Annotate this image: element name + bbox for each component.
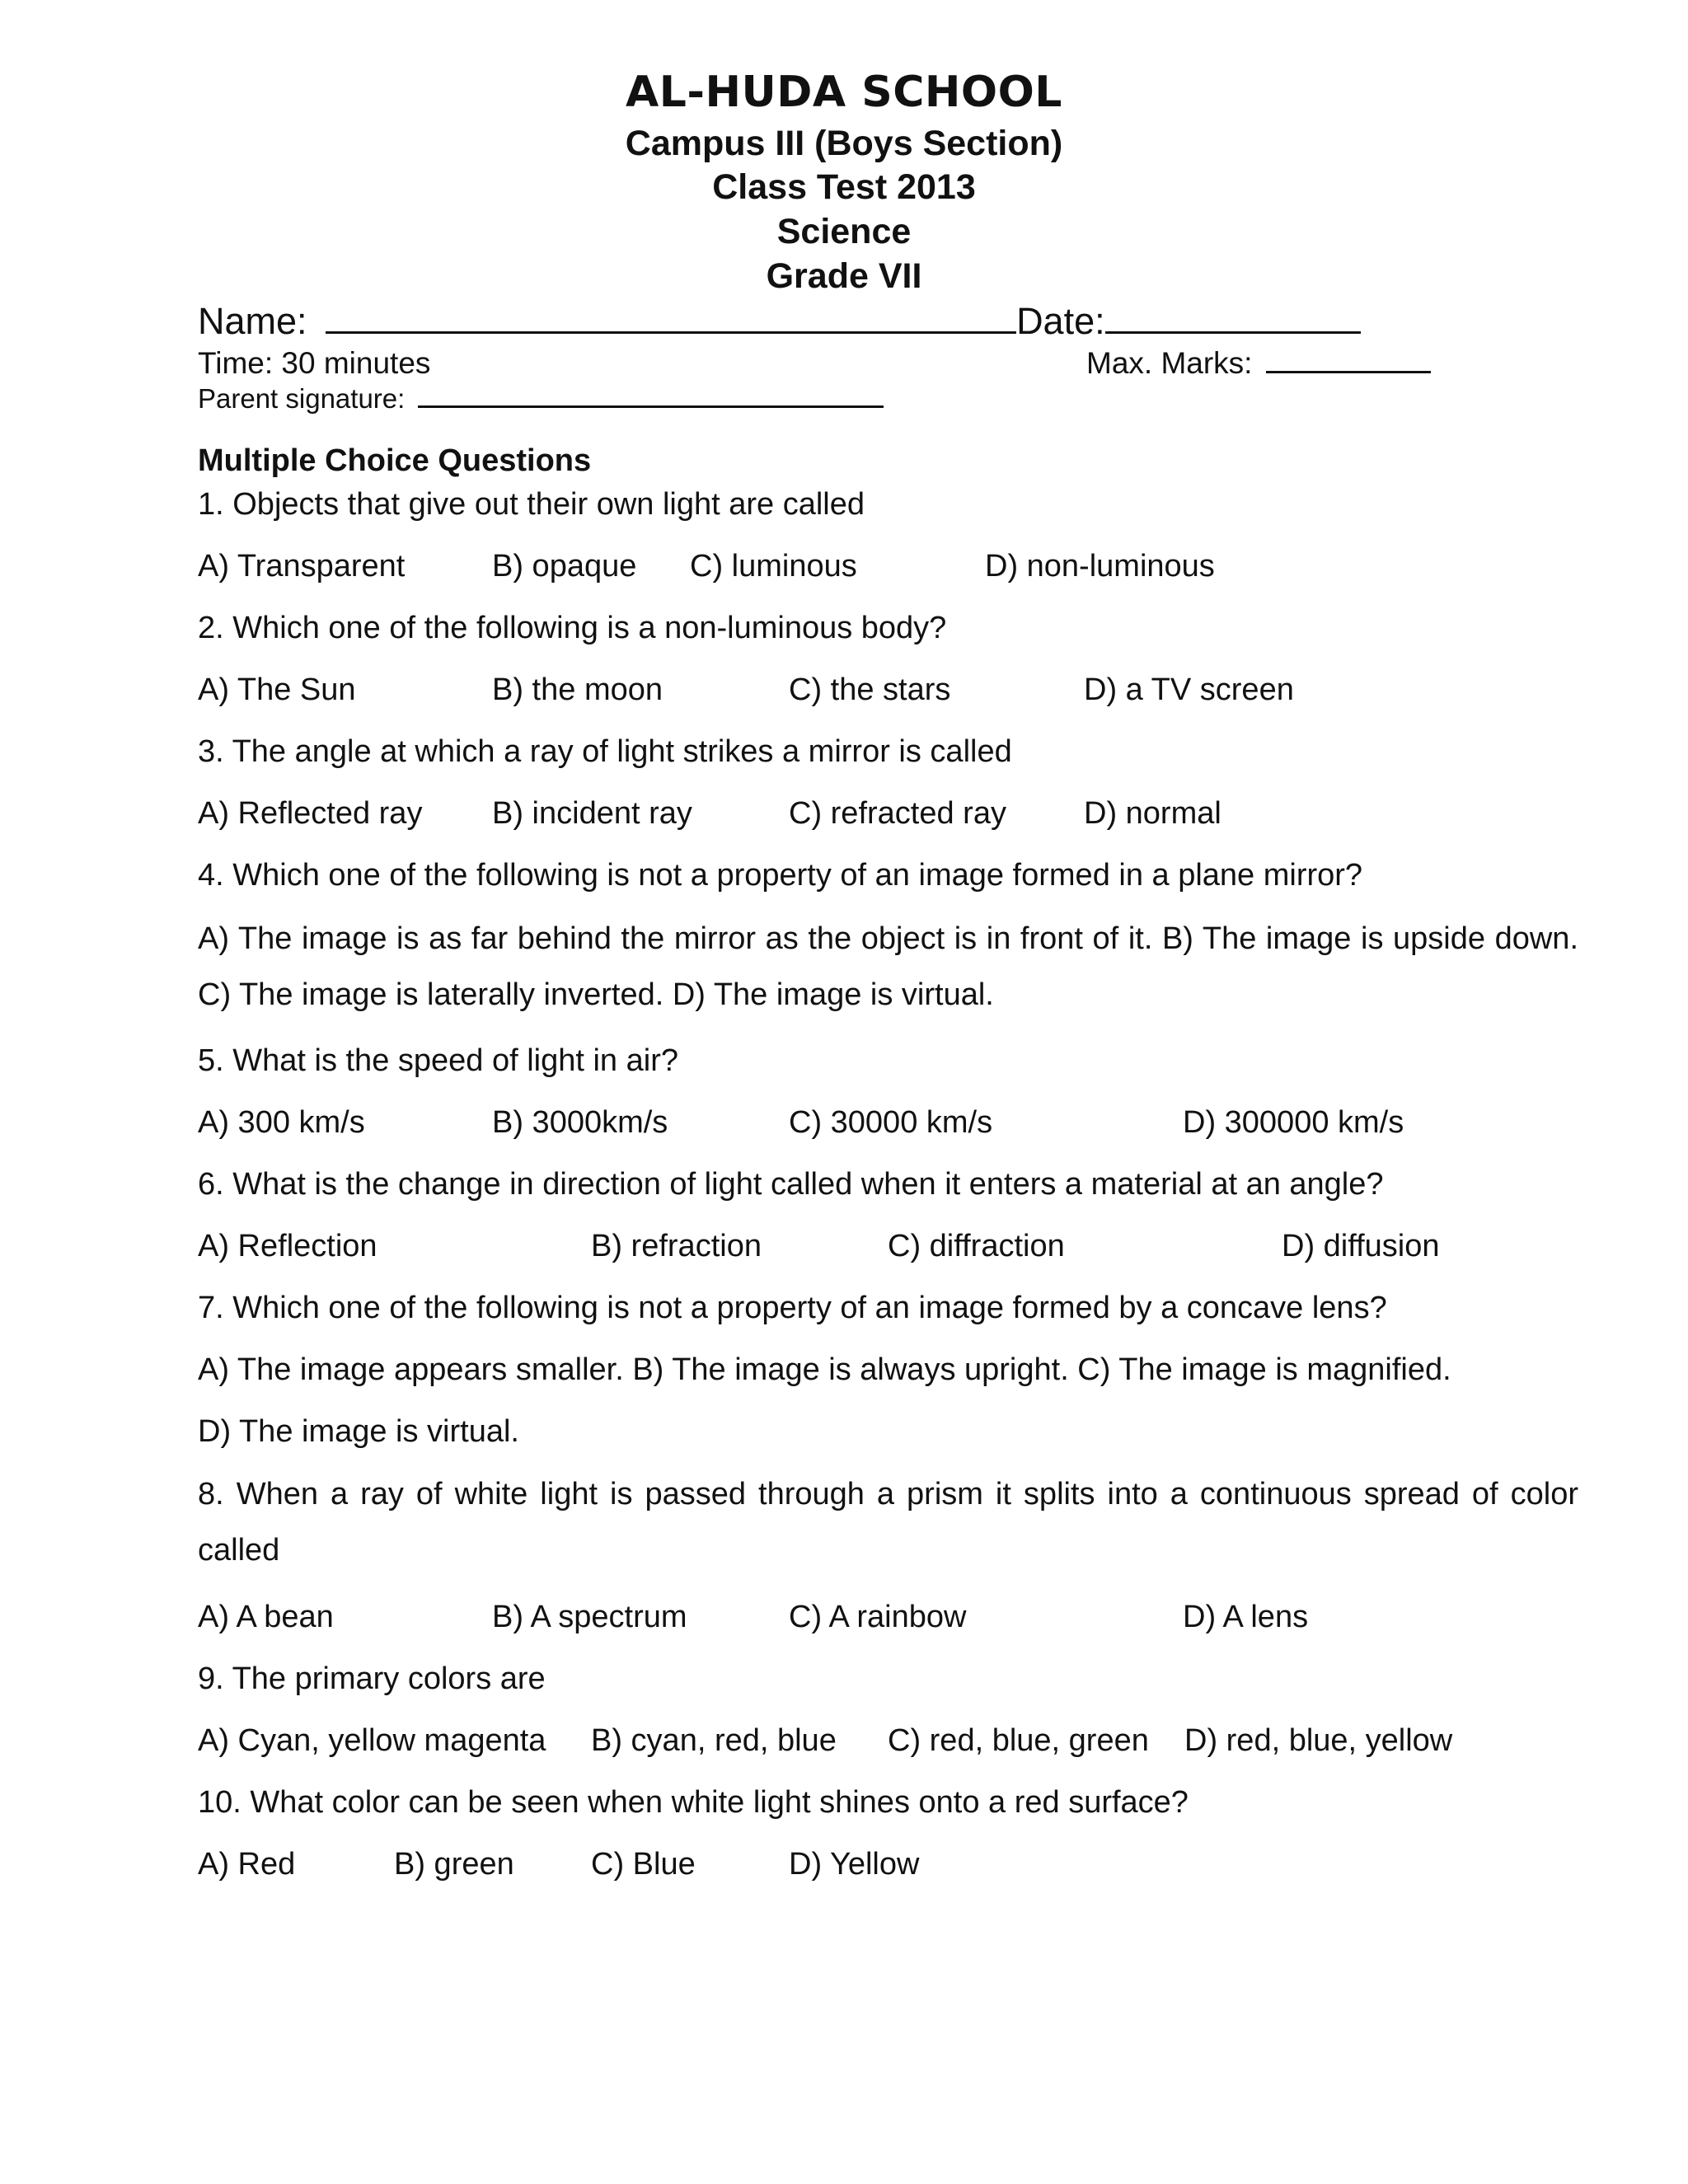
question-1: 1. Objects that give out their own light are called xyxy=(198,487,865,522)
subject-title: Science xyxy=(776,212,912,251)
q10-option-d[interactable]: D) Yellow xyxy=(789,1847,920,1882)
q6-option-b[interactable]: B) refraction xyxy=(591,1229,762,1263)
name-date-row xyxy=(198,300,1361,343)
q10-option-c[interactable]: C) Blue xyxy=(591,1847,696,1882)
school-name: AL-HUDA SCHOOL xyxy=(626,68,1062,117)
q9-option-c[interactable]: C) red, blue, green xyxy=(888,1723,1149,1758)
q9-option-a[interactable]: A) Cyan, yellow magenta xyxy=(198,1723,546,1758)
q7-options-line-2[interactable]: D) The image is virtual. xyxy=(198,1414,519,1449)
max-marks-label: Max. Marks: xyxy=(1086,346,1253,380)
q2-option-c[interactable]: C) the stars xyxy=(789,673,951,707)
question-8: 8. When a ray of white light is passed through a prism it splits into a continuous spread of color called xyxy=(198,1477,1578,1568)
test-title: Class Test 2013 xyxy=(712,167,976,207)
q6-option-a[interactable]: A) Reflection xyxy=(198,1229,377,1263)
q8-option-b[interactable]: B) A spectrum xyxy=(492,1600,687,1634)
question-6: 6. What is the change in direction of light called when it enters a material at an angle? xyxy=(198,1167,1384,1202)
campus-title: Campus III (Boys Section) xyxy=(625,124,1063,163)
q5-option-a[interactable]: A) 300 km/s xyxy=(198,1105,365,1140)
q3-option-a[interactable]: A) Reflected ray xyxy=(198,796,423,831)
date-label: Date: xyxy=(1016,300,1105,342)
q3-option-c[interactable]: C) refracted ray xyxy=(789,796,1006,831)
question-10: 10. What color can be seen when white light shines onto a red surface? xyxy=(198,1785,1189,1820)
max-marks-blank[interactable] xyxy=(1266,346,1431,373)
q7-options-line-1[interactable]: A) The image appears smaller. B) The image is always upright. C) The image is magnified. xyxy=(198,1352,1451,1387)
q3-option-d[interactable]: D) normal xyxy=(1084,796,1221,831)
question-5: 5. What is the speed of light in air? xyxy=(198,1043,678,1078)
q1-option-c[interactable]: C) luminous xyxy=(690,549,857,583)
q9-option-b[interactable]: B) cyan, red, blue xyxy=(591,1723,837,1758)
question-9: 9. The primary colors are xyxy=(198,1661,546,1696)
section-title: Multiple Choice Questions xyxy=(198,443,592,478)
parent-signature-row xyxy=(198,383,884,415)
parent-signature-blank[interactable] xyxy=(418,384,884,408)
q2-option-d[interactable]: D) a TV screen xyxy=(1084,673,1294,707)
q1-option-b[interactable]: B) opaque xyxy=(492,549,637,583)
q4-options[interactable]: A) The image is as far behind the mirror as the object is in front of it. B) The image is upside down. C) The image is laterally inverted. D) The image is virtual. xyxy=(198,921,1578,1012)
q9-option-d[interactable]: D) red, blue, yellow xyxy=(1184,1723,1453,1758)
name-label: Name: xyxy=(198,300,307,342)
question-3: 3. The angle at which a ray of light strikes a mirror is called xyxy=(198,734,1012,769)
q6-option-d[interactable]: D) diffusion xyxy=(1282,1229,1440,1263)
q3-option-b[interactable]: B) incident ray xyxy=(492,796,692,831)
q2-option-b[interactable]: B) the moon xyxy=(492,673,663,707)
question-4: 4. Which one of the following is not a property of an image formed in a plane mirror? xyxy=(198,858,1363,893)
q8-option-d[interactable]: D) A lens xyxy=(1183,1600,1309,1634)
parent-signature-label: Parent signature: xyxy=(198,383,406,414)
q8-option-a[interactable]: A) A bean xyxy=(198,1600,334,1634)
q1-option-d[interactable]: D) non-luminous xyxy=(985,549,1215,583)
q5-option-c[interactable]: C) 30000 km/s xyxy=(789,1105,993,1140)
date-blank[interactable] xyxy=(1105,300,1361,334)
q8-option-c[interactable]: C) A rainbow xyxy=(789,1600,967,1634)
q6-option-c[interactable]: C) diffraction xyxy=(888,1229,1065,1263)
name-blank[interactable] xyxy=(326,300,1016,334)
q5-option-b[interactable]: B) 3000km/s xyxy=(492,1105,668,1140)
q2-option-a[interactable]: A) The Sun xyxy=(198,673,356,707)
time-label: Time: 30 minutes xyxy=(198,346,431,380)
max-marks-row xyxy=(1086,346,1431,381)
question-7: 7. Which one of the following is not a property of an image formed by a concave lens? xyxy=(198,1291,1387,1325)
q1-option-a[interactable]: A) Transparent xyxy=(198,549,406,583)
question-2: 2. Which one of the following is a non-luminous body? xyxy=(198,611,947,645)
q10-option-b[interactable]: B) green xyxy=(394,1847,514,1882)
q10-option-a[interactable]: A) Red xyxy=(198,1847,296,1882)
q5-option-d[interactable]: D) 300000 km/s xyxy=(1183,1105,1404,1140)
grade-title: Grade VII xyxy=(766,256,922,296)
